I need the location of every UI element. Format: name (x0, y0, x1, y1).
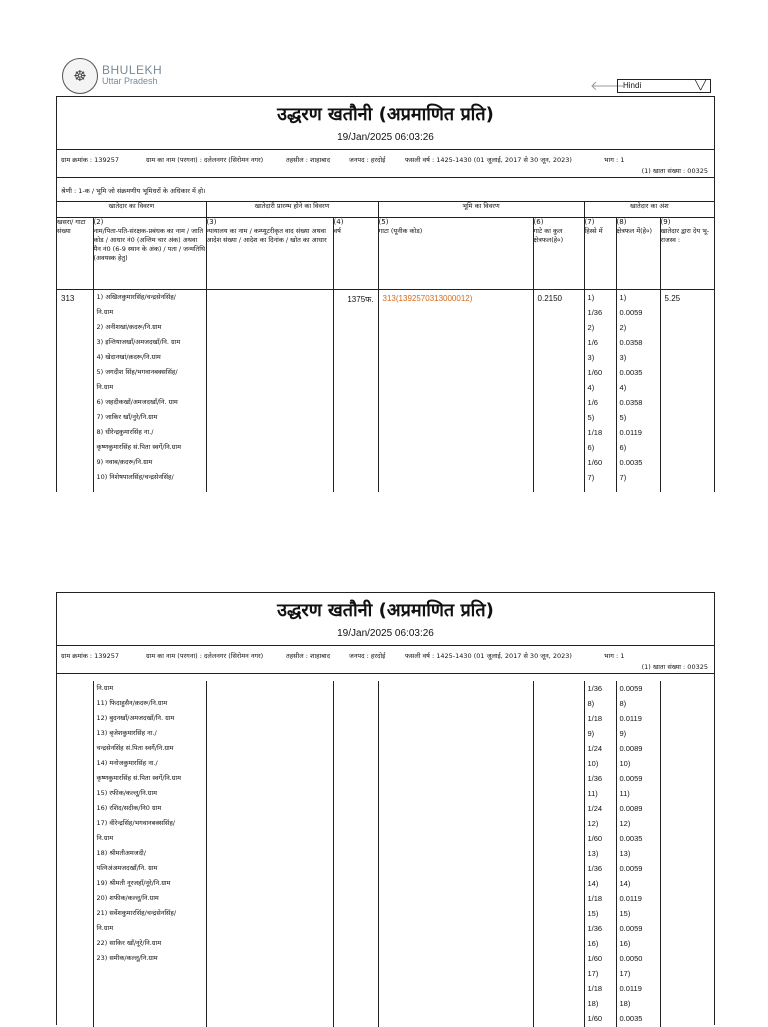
owner-line: 2) अनीशखां/क़दरू/नि.ग्राम (96, 323, 162, 331)
hisse-line: 1/60 (587, 458, 603, 467)
owner-line: 18) श्रीमतीअमजदी/ (96, 849, 146, 857)
col-header-varsh: (4) वर्ष (333, 218, 378, 290)
hisse-line: 11) (587, 789, 598, 798)
shreni (57, 177, 714, 202)
hisse-line: 6) (587, 443, 595, 452)
kshetrafal-line: 0.0119 (619, 428, 642, 437)
owner-line: नि.ग्राम (96, 308, 114, 316)
owners-cell (93, 290, 206, 492)
nyayalay-cell (206, 681, 333, 1027)
kshetrafal-line: 0.0358 (619, 398, 643, 407)
janpad: जनपद : हरदोई (349, 156, 386, 164)
hisse-cell (584, 290, 616, 492)
hisse-line: 8) (587, 699, 595, 708)
col-header-bhu-rajasv: (9) खातेदार द्वारा देय भू-राजस्व : (660, 218, 714, 290)
back-arrow-icon[interactable]: 🡐 (590, 79, 625, 94)
village-info (57, 149, 714, 178)
kshetrafal-line: 0.0035 (619, 368, 643, 377)
kshetrafal-line: 0.0089 (619, 744, 643, 753)
group-header-bhumi: भूमि का विवरण (378, 201, 584, 218)
table-row (57, 681, 714, 1027)
fasli-varsh: फसली वर्ष : 1425-1430 (01 जुलाई, 2017 से 30 जून, 2023) (405, 156, 572, 164)
khatauni-table (57, 201, 714, 492)
hisse-line: 1/36 (587, 924, 603, 933)
gram-naam: ग्राम का नाम (परगना) : दलेलनगर (सिरोमन नगर) (146, 652, 264, 660)
owner-line: 17) वीरेन्द्रसिंह/भगवानबक्ससिंह/ (96, 819, 175, 827)
hisse-line: 1) (587, 293, 595, 302)
kshetrafal-line: 18) (619, 999, 631, 1008)
kshetrafal-line: 5) (619, 413, 627, 422)
bhulekh-logo[interactable] (62, 58, 162, 94)
hisse-line: 12) (587, 819, 599, 828)
kshetrafal-line: 0.0050 (619, 954, 643, 963)
hisse-line: 1/18 (587, 894, 603, 903)
tehsil: तहसील : शाहाबाद (286, 156, 331, 164)
kshetrafal-line: 0.0119 (619, 714, 642, 723)
kshetrafal-line: 0.0089 (619, 804, 643, 813)
bhu-rajasv-cell: 5.25 (660, 290, 714, 492)
gram-naam: ग्राम का नाम (परगना) : दलेलनगर (सिरोमन नगर) (146, 156, 264, 164)
col-header-gata: (5) गाटा (यूनीक कोड) (378, 218, 533, 290)
owner-line: 11) फिदाहुसैन/क़दरू/नि.ग्राम (96, 699, 168, 707)
khasra-cell: 313 (61, 294, 75, 303)
owner-line: नि.ग्राम (96, 383, 114, 391)
hisse-line: 1/18 (587, 714, 603, 723)
group-header-khatedar: खातेदार का विवरण (57, 201, 206, 218)
doc-datetime: 19/Jan/2025 06:03:26 (337, 628, 434, 639)
kul-kshetrafal-cell (533, 681, 584, 1027)
kshetrafal-line: 0.0059 (619, 308, 643, 317)
gram-kramank: ग्राम क्रमांक : 139257 (61, 156, 119, 164)
owner-line: 16) रशिद/सदीक/नि0 ग्राम (96, 804, 162, 812)
kshetrafal-line: 0.0035 (619, 458, 643, 467)
hisse-line: 1/6 (587, 338, 598, 347)
col-header-hisse: (7) हिस्से में (584, 218, 616, 290)
kshetrafal-line: 1) (619, 293, 627, 302)
doc-title: उद्धरण खतौनी (अप्रमाणित प्रति) (277, 600, 494, 621)
owner-line: 20) शफीक/कल्लू/नि.ग्राम (96, 894, 159, 902)
owner-line: 13) बृजेशकुमारसिंह ना./ (96, 729, 157, 737)
group-header-khatedari: खातेदारी प्रारम्भ होने का विवरण (206, 201, 378, 218)
owner-line: नि.ग्राम (96, 684, 114, 692)
group-header-ansh: खातेदार का अंश (584, 201, 714, 218)
hisse-line: 1/18 (587, 428, 603, 437)
owner-line: 22) साकिर खाँ/नूरे/नि.ग्राम (96, 939, 162, 947)
varsh-cell (333, 681, 378, 1027)
hisse-line: 5) (587, 413, 595, 422)
hisse-line: 15) (587, 909, 599, 918)
owner-line: 23) समीक/कल्लू/नि.ग्राम (96, 954, 158, 962)
col-header-kul-kshetrafal: (6) गाटे का कुल क्षेत्रफल(हे०) (533, 218, 584, 290)
kshetrafal-line: 0.0059 (619, 684, 643, 693)
col-header-nyayalay: (3) न्यायालय का नाम / कम्प्यूटरीकृत वाद संख्या अथवा आदेश संख्या / आदेश का दिनांक / खोत का आधार (206, 218, 333, 290)
kshetrafal-line: 8) (619, 699, 627, 708)
owner-line: 8) धीरेन्द्रकुमारसिंह ना./ (96, 428, 154, 436)
hisse-line: 17) (587, 969, 599, 978)
table-row (57, 290, 714, 492)
hisse-line: 4) (587, 383, 595, 392)
hisse-line: 1/60 (587, 368, 603, 377)
owner-line: 7) जाकिर खाँ/नुरे/नि.ग्राम (96, 413, 158, 421)
kshetrafal-line: 13) (619, 849, 631, 858)
kshetrafal-line: 12) (619, 819, 631, 828)
kshetrafal-cell (616, 290, 660, 492)
hisse-line: 16) (587, 939, 599, 948)
owner-line: 3) इन्तियाजखाँ/अमजदखाँ/नि. ग्राम (96, 338, 181, 346)
chevron-down-icon: ╲╱ (695, 80, 706, 90)
owner-line: 9) नवाब/क़दरू/नि.ग्राम (96, 458, 153, 466)
owner-line: 21) सर्वेशकुमारसिंह/चन्द्रसेनसिंह/ (96, 909, 177, 917)
hisse-line: 2) (587, 323, 595, 332)
owner-line: नि.ग्राम (96, 834, 114, 842)
owner-line: नि.ग्राम (96, 924, 114, 932)
hisse-line: 10) (587, 759, 599, 768)
hisse-line: 1/36 (587, 864, 603, 873)
hisse-line: 1/60 (587, 954, 603, 963)
column-header-row (57, 218, 714, 290)
owner-line: कृष्णकुमारसिंह सं.पिता स्वर्गे/नि.ग्राम (96, 774, 181, 782)
hisse-line: 1/60 (587, 1014, 603, 1023)
kshetrafal-line: 9) (619, 729, 627, 738)
gata-link[interactable]: 313(1392570313000012) (378, 290, 533, 492)
owner-line: कृष्णकुमारसिंह सं.पिता स्वर्गे/नि.ग्राम (96, 443, 181, 451)
top-bar (0, 0, 768, 96)
kshetrafal-line: 3) (619, 353, 627, 362)
owner-line: 14) मनोजकुमारसिंह ना./ (96, 759, 158, 767)
owner-line: 1) अखिलकुमारसिंह/चन्द्रसेनसिंह/ (96, 293, 176, 301)
kshetrafal-line: 10) (619, 759, 631, 768)
khatauni-page-2 (56, 592, 715, 1025)
hisse-line: 1/36 (587, 684, 603, 693)
khata-sankhya: (1) खाता संख्या : 00325 (641, 663, 708, 671)
kul-kshetrafal-cell: 0.2150 (533, 290, 584, 492)
khata-sankhya: (1) खाता संख्या : 00325 (641, 167, 708, 175)
state-emblem-icon: ☸ (62, 58, 98, 94)
hisse-line: 1/36 (587, 774, 603, 783)
col-header-naam: (2) नाम/पिता-पति-संरक्षक-प्रबंधक का नाम / जाति कोड / आधार नं0 (अन्तिम चार अंक) अथवा पैन नं0 (6-9 स्थान के अंक) / पता / जन्मतिथि (अवयस्क हेतु) (93, 218, 206, 290)
hisse-line: 1/24 (587, 804, 603, 813)
kshetrafal-line: 0.0035 (619, 1014, 643, 1023)
kshetrafal-line: 15) (619, 909, 631, 918)
varsh-cell: 1375फ. (333, 290, 378, 492)
group-header-row (57, 201, 714, 218)
title-box (57, 593, 714, 646)
hisse-line: 7) (587, 473, 595, 482)
owner-line: चन्द्रसेनसिंह सं.पिता स्वर्गे/नि.ग्राम (96, 744, 174, 752)
hisse-line: 1/18 (587, 984, 603, 993)
hisse-line: 1/36 (587, 308, 603, 317)
kshetrafal-line: 14) (619, 879, 631, 888)
brand-state: Uttar Pradesh (102, 76, 158, 86)
gram-kramank: ग्राम क्रमांक : 139257 (61, 652, 119, 660)
shreni-text: श्रेणी : 1-क / भूमि जो संक्रमणीय भूमिधरों के अधिकार में हो। (61, 187, 206, 195)
kshetrafal-line: 0.0059 (619, 864, 643, 873)
owner-line: 5) जगदीश सिंह/भगवानबक्ससिंह/ (96, 368, 178, 376)
owner-line: 4) खेदानखां/क़दरू/नि.ग्राम (96, 353, 161, 361)
fasli-varsh: फसली वर्ष : 1425-1430 (01 जुलाई, 2017 से 30 जून, 2023) (405, 652, 572, 660)
hisse-line: 18) (587, 999, 599, 1008)
khasra-cell (57, 681, 93, 1027)
kshetrafal-line: 0.0358 (619, 338, 643, 347)
hisse-line: 14) (587, 879, 599, 888)
village-info (57, 645, 714, 674)
gata-cell (378, 681, 533, 1027)
col-header-khasra: खसरा/ गाटा संख्या (57, 218, 93, 290)
language-selected: Hindi (623, 81, 642, 90)
bhag: भाग : 1 (604, 652, 625, 660)
janpad: जनपद : हरदोई (349, 652, 386, 660)
hisse-line: 9) (587, 729, 595, 738)
owner-line: 6) जहदीकखाँ/अमजदखाँ/नि. ग्राम (96, 398, 178, 406)
owner-line: पत्निअंअमजदखाँ/नि. ग्राम (96, 864, 158, 872)
tehsil: तहसील : शाहाबाद (286, 652, 331, 660)
kshetrafal-line: 11) (619, 789, 630, 798)
doc-title: उद्धरण खतौनी (अप्रमाणित प्रति) (277, 104, 494, 125)
bhu-rajasv-cell (660, 681, 714, 1027)
hisse-line: 1/60 (587, 834, 603, 843)
hisse-line: 13) (587, 849, 599, 858)
owner-line: 19) श्रीमती नूरजहाँ/नूरे/नि.ग्राम (96, 879, 171, 887)
kshetrafal-line: 17) (619, 969, 631, 978)
kshetrafal-line: 6) (619, 443, 627, 452)
kshetrafal-line: 7) (619, 473, 627, 482)
kshetrafal-line: 0.0035 (619, 834, 643, 843)
owner-line: 15) रफीक/कल्लू/नि.ग्राम (96, 789, 158, 797)
brand-name: BHULEKH (102, 63, 163, 77)
kshetrafal-line: 0.0059 (619, 774, 643, 783)
kshetrafal-line: 0.0119 (619, 984, 642, 993)
doc-datetime: 19/Jan/2025 06:03:26 (337, 132, 434, 143)
kshetrafal-line: 2) (619, 323, 627, 332)
kshetrafal-line: 4) (619, 383, 627, 392)
bhag: भाग : 1 (604, 156, 625, 164)
kshetrafal-line: 0.0119 (619, 894, 642, 903)
col-header-kshetrafal: (8) क्षेत्रफल में(हे०) (616, 218, 660, 290)
title-box (57, 97, 714, 150)
language-select[interactable] (617, 79, 711, 93)
kshetrafal-line: 16) (619, 939, 631, 948)
khatauni-page-1 (56, 96, 715, 492)
nyayalay-cell (206, 290, 333, 492)
kshetrafal-line: 0.0059 (619, 924, 643, 933)
owners-cell (93, 681, 206, 1027)
hisse-line: 3) (587, 353, 595, 362)
khatauni-table-continued (57, 681, 714, 1027)
hisse-cell (584, 681, 616, 1027)
hisse-line: 1/24 (587, 744, 603, 753)
kshetrafal-cell (616, 681, 660, 1027)
hisse-line: 1/6 (587, 398, 598, 407)
owner-line: 10) निशेषपालसिंह/चन्द्रसेनसिंह/ (96, 473, 174, 481)
owner-line: 12) बुदनखाँ/अमजदखाँ/नि. ग्राम (96, 714, 175, 722)
